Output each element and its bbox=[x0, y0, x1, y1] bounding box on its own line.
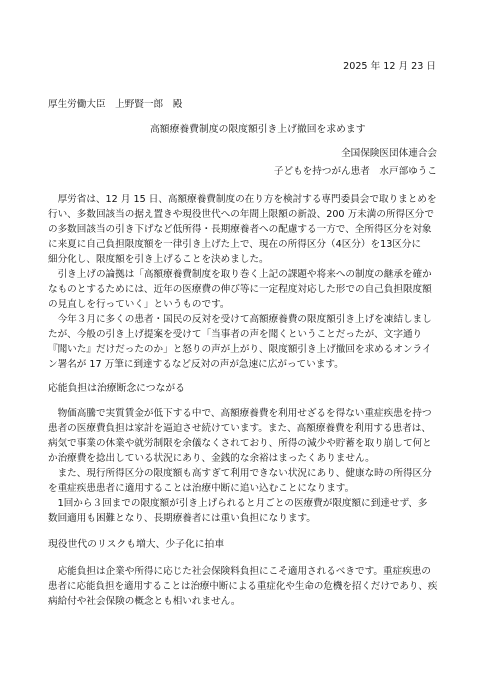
section1-line: か治療費を捻出している状況にあり、金銭的な余裕はまったくありません。 bbox=[48, 453, 375, 464]
intro-line: に来夏に自己負担限度額を一律引き上げた上で、現在の所得区分（4区分）を13区分に bbox=[48, 239, 422, 250]
section2-line: 患者に応能負担を適用することは治療中断による重症化や生命の危機を招くだけであり、疾 bbox=[48, 581, 438, 592]
sender-name: 子どもを持つがん患者 水戸部ゆうこ bbox=[273, 166, 437, 177]
section-heading: 応能負担は治療断念につながる bbox=[48, 383, 185, 394]
intro-line: ン署名が 17 万筆に到達するなど反対の声が急速に広がっています。 bbox=[48, 359, 344, 370]
section-heading: 現役世代のリスクも増大、少子化に拍車 bbox=[48, 539, 225, 550]
intro-line: たが、今般の引き上げ提案を受けて「当事者の声を聞くということだったが、文字通り bbox=[48, 329, 423, 340]
intro-line: 行い、多数回該当の据え置きや現役世代への年間上限額の新設、200 万未満の所得区分で bbox=[48, 209, 434, 220]
intro-line: 引き上げの論拠は「高額療養費制度を取り巻く上記の課題や将来への制度の継承を確か bbox=[48, 269, 432, 280]
intro-line: 今年３月に多くの患者・国民の反対を受けて高額療養費の限度額引き上げを凍結しまし bbox=[48, 314, 432, 325]
section2-line: 病給付や社会保険の概念とも相いれません。 bbox=[48, 596, 241, 607]
section1-line: 病気で事業の休業や就労制限を余儀なくされており、所得の減少や貯蓄を取り崩して何と bbox=[48, 438, 432, 449]
sender-organization: 全国保険医団体連合会 bbox=[341, 148, 437, 159]
intro-line: 厚労省は、12 月 15 日、高額療養費制度の在り方を検討する専門委員会で取りまとめを bbox=[48, 194, 437, 205]
intro-line: の多数回該当の引き下げなど低所得・長期療養者への配慮する一方で、全所得区分を対象 bbox=[48, 224, 432, 235]
section1-line: 物価高騰で実質賃金が低下する中で、高額療養費を利用せざるを得ない重症疾患を持つ bbox=[48, 408, 432, 419]
letter-date: 2025 年 12 月 23 日 bbox=[343, 61, 436, 72]
intro-line: 細分化し、限度額を引き上げることを決めました。 bbox=[48, 254, 269, 265]
addressee: 厚生労働大臣 上野賢一郎 殿 bbox=[48, 99, 183, 110]
section1-line: 患者の医療費負担は家計を逼迫させ続けています。また、高額療養費を利用する患者は、 bbox=[48, 423, 431, 434]
document-title: 高額療養費制度の限度額引き上げ撤回を求めます bbox=[150, 124, 366, 135]
section1-line: また、現行所得区分の限度額も高すぎて利用できない状況にあり、健康な時の所得区分 bbox=[48, 468, 432, 479]
section2-line: 応能負担は企業や所得に応じた社会保険料負担にこそ適用されるべきです。重症疾患の bbox=[48, 566, 431, 577]
section1-line: を重症疾患患者に適用することは治療中断に追い込むことになります。 bbox=[48, 483, 355, 494]
intro-line: の見直しを行っていく」というものです。 bbox=[48, 299, 230, 310]
intro-line: 『聞いた』だけだったのか」と怒りの声が上がり、限度額引き上げ撤回を求めるオンライ bbox=[48, 344, 432, 355]
section1-line: 1回から３回までの限度額が引き上げられると月ごとの医療費が限度額に到達せず、多 bbox=[48, 498, 428, 509]
section1-line: 数回適用も困難となり、長期療養者には重い負担になります。 bbox=[48, 513, 316, 524]
intro-line: なものとするためには、近年の医療費の伸び等に一定程度対応した形での自己負担限度額 bbox=[48, 284, 432, 295]
